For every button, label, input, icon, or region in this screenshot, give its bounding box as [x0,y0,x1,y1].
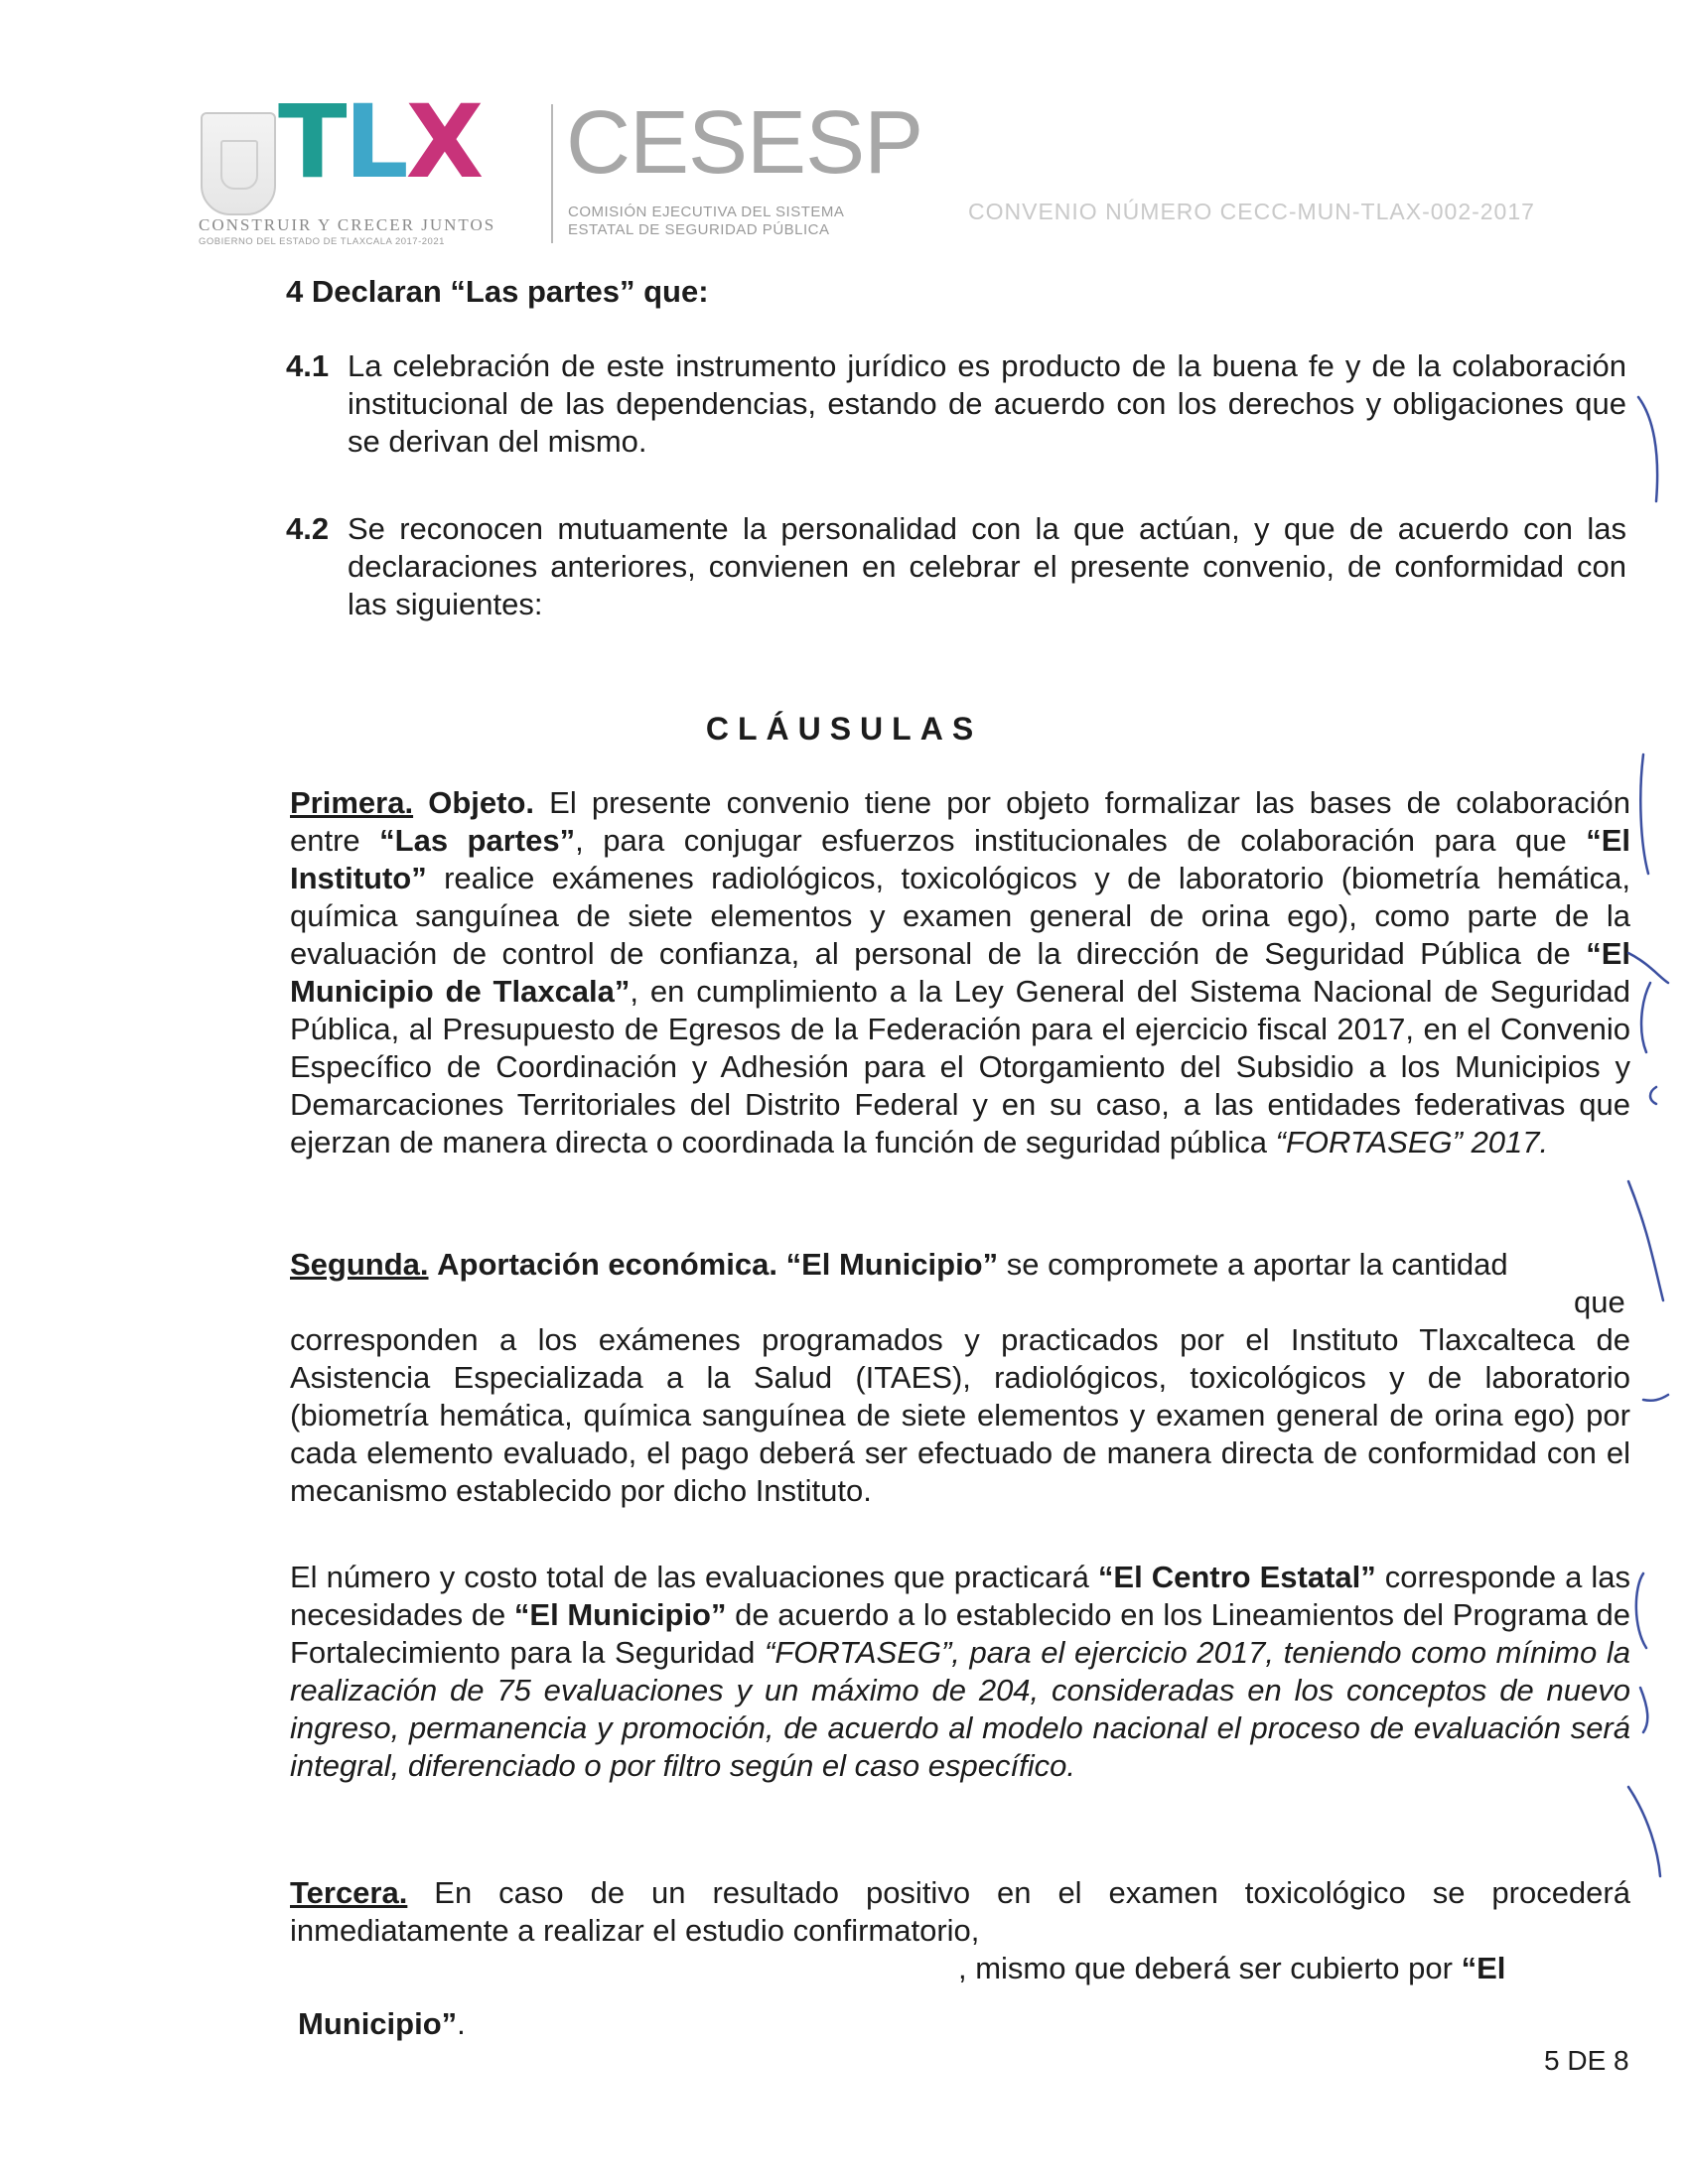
margin-mark [1650,1087,1656,1104]
declaration-number: 4.2 [286,511,330,546]
margin-mark [1640,754,1648,874]
clause-subject: Objeto. [428,785,534,820]
cesesp-subtitle-line2: ESTATAL DE SEGURIDAD PÚBLICA [568,221,830,238]
clause-party: “El Instituto” [290,823,1630,895]
margin-mark [1641,983,1650,1052]
clause-party: “Las partes” [379,823,576,858]
margin-mark [1638,397,1657,501]
clause-label: Segunda. [290,1247,429,1282]
clause-tercera [290,1874,1630,1950]
clause-segunda [290,1246,1630,1284]
clause-tercera-tail [958,1950,1505,1987]
government-motto: CONSTRUIR Y CRECER JUNTOS [199,215,496,234]
paragraph-italic: “FORTASEG”, para el ejercicio 2017, teniendo como mínimo la realización de 75 evaluaciones y un máximo de 204, consideradas en los conceptos de nuevo ingreso, permanencia y promoción, de acuerdo al modelo nacional el proceso de evaluación será integral, diferenciado o por filtro según el caso específico. [290,1635,1631,1783]
paragraph-text: El número y costo total de las evaluaciones que practicará [290,1560,1098,1594]
margin-mark [1628,1181,1663,1300]
declaration-text: La celebración de este instrumento jurídico es producto de la buena fe y de la colaboración institucional de las dependencias, estando de acuerdo con los derechos y obligaciones que se derivan del mismo. [348,348,1626,459]
paragraph-text: corresponde a las necesidades de [290,1560,1631,1632]
clause-label: Tercera. [290,1875,408,1910]
clause-program: “FORTASEG” 2017. [1275,1125,1549,1160]
paragraph-party: “El Centro Estatal” [1097,1560,1376,1594]
clause-text: . [457,2006,466,2041]
clausulas-heading: CLÁUSULAS [705,711,983,747]
agreement-number: CONVENIO NÚMERO CECC-MUN-TLAX-002-2017 [968,199,1535,224]
page-header [189,83,1628,253]
declaration-number: 4.1 [286,348,330,383]
declaration-item [286,510,1626,623]
header-divider [551,104,553,243]
clause-label: Primera. [290,785,414,820]
clause-text: que [1574,1285,1625,1319]
cesesp-logo: CESESP [566,93,923,193]
declaration-item [286,347,1626,461]
cesesp-subtitle [568,204,844,239]
margin-mark [1640,1688,1647,1732]
page-number: 5 DE 8 [1544,2045,1629,2076]
clause-text: corresponden a los exámenes programados y practicados por el Instituto Tlaxcalteca de Asistencia Especializada a la Salud (ITAES), radiológicos, toxicológicos y de laboratorio (biometría hemática, química sanguínea de siete elementos y examen general de orina ego) por cada elemento evaluado, el pago deberá ser efectuado de manera directa de conformidad con el mecanismo establecido por dicho Instituto. [290,1322,1630,1508]
clause-primera [290,784,1630,1161]
logo-letter-l: L [344,83,406,202]
government-name: GOBIERNO DEL ESTADO DE TLAXCALA 2017-2021 [199,236,445,247]
clause-text: realice exámenes radiológicos, toxicológicos y de laboratorio (biometría hemática, química sanguínea de siete elementos y examen general de orina ego), como parte de la evaluación de control de confianza, al personal de la dirección de Seguridad Pública de [290,861,1630,971]
clause-text: , mismo que deberá ser cubierto por [958,1951,1462,1985]
clause-party: “El Municipio de Tlaxcala” [290,936,1630,1009]
paragraph-evaluations [290,1559,1630,1785]
clause-party: “El [1461,1951,1506,1985]
logo-letter-x: X [405,83,482,202]
clause-text: , para conjugar esfuerzos institucionales de colaboración para que [575,823,1587,858]
clause-text: El presente convenio tiene por objeto formalizar las bases de colaboración entre [290,785,1630,858]
logo-letter-t: T [278,83,345,202]
margin-mark [1636,1573,1646,1648]
tlx-logo [278,83,482,202]
clause-party: Municipio” [298,2006,458,2041]
declaration-text: Se reconocen mutuamente la personalidad con la que actúan, y que de acuerdo con las declaraciones anteriores, convienen en celebrar el presente convenio, de conformidad con las siguientes: [348,511,1626,621]
clause-text: se compromete a aportar la cantidad [998,1247,1508,1282]
clause-text: , en cumplimiento a la Ley General del Sistema Nacional de Seguridad Pública, al Presupuesto de Egresos de la Federación para el ejercicio fiscal 2017, en el Convenio Específico de Coordinación y Adhesión para el Otorgamiento del Subsidio a los Municipios y Demarcaciones Territoriales del Distrito Federal y en su caso, a las entidades federativas que ejerzan de manera directa o coordinada la función de seguridad pública [290,974,1630,1160]
paragraph-text: de acuerdo a lo establecido en los Lineamientos del Programa de Fortalecimiento para la Seguridad [290,1597,1630,1670]
cesesp-subtitle-line1: COMISIÓN EJECUTIVA DEL SISTEMA [568,204,845,220]
clause-text: En caso de un resultado positivo en el examen toxicológico se procederá inmediatamente a realizar el estudio confirmatorio, [290,1875,1630,1948]
margin-mark [1628,1787,1660,1876]
declarations-heading: 4 Declaran “Las partes” que: [286,274,709,309]
margin-mark [1643,1395,1668,1401]
clause-party: “El Municipio” [785,1247,999,1282]
paragraph-party: “El Municipio” [513,1597,727,1632]
clause-subject: Aportación económica. [437,1247,777,1282]
clause-tercera-end [298,2005,466,2043]
state-crest-icon [201,112,276,215]
margin-mark [1628,953,1668,983]
